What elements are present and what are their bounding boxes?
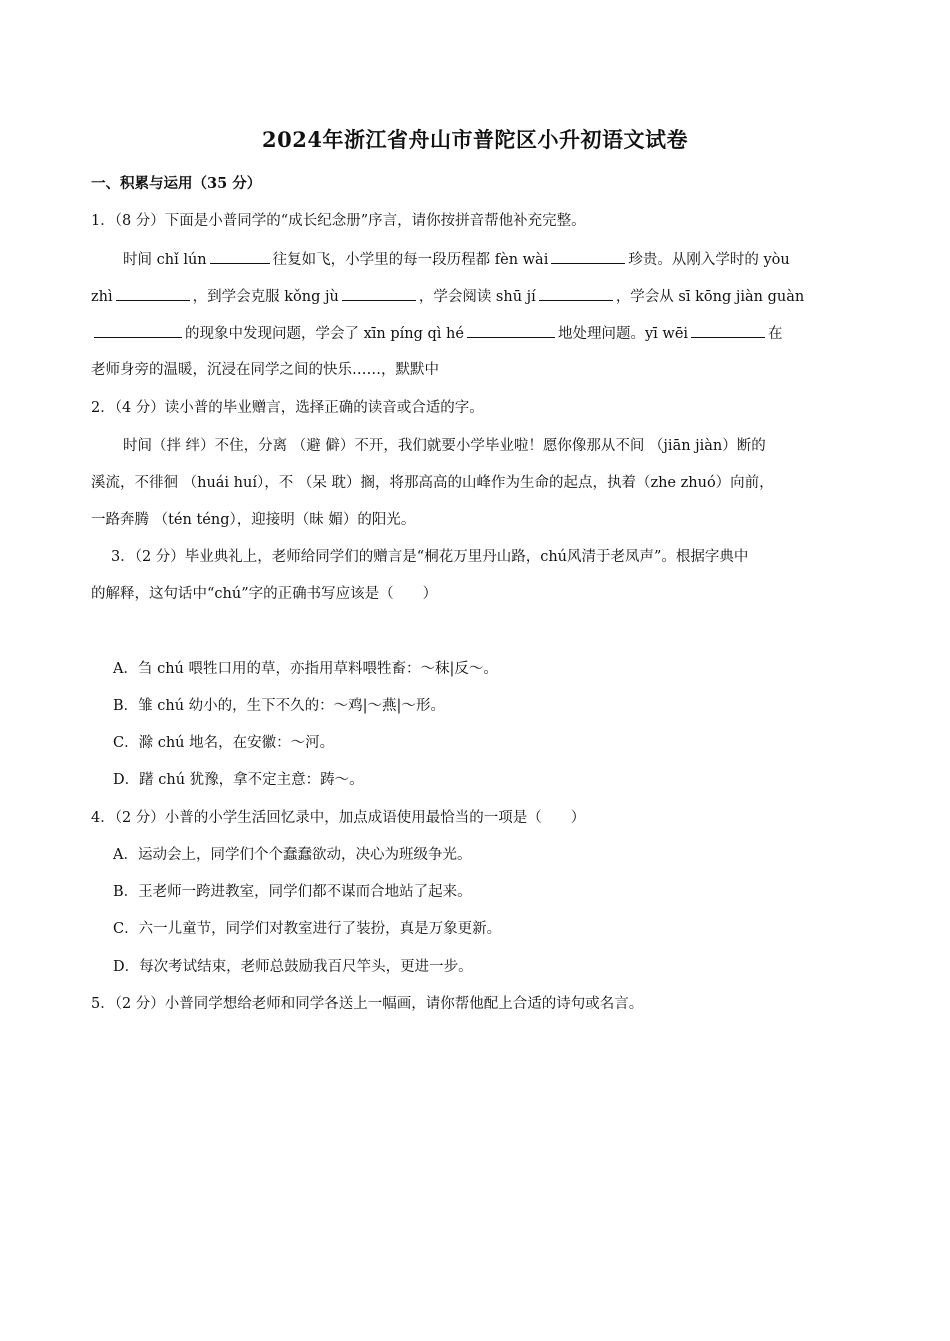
q1-text: ，学会阅读 shū jí: [418, 289, 536, 305]
answer-blank[interactable]: [539, 286, 613, 301]
answer-blank[interactable]: [551, 249, 625, 264]
q2-line-2: 溪流，不徘徊 （huái huí），不 （呆 耽）搁，将那高高的山峰作为生命的起点，执着（zhe zhuó）向前，: [91, 475, 774, 491]
q1-stem: 1．（8 分）下面是小普同学的“成长纪念册”序言，请你按拼音帮他补充完整。: [91, 213, 586, 229]
q1-text: 地处理问题。yī wēi: [557, 326, 689, 342]
q3-option-c[interactable]: C．滁 chú 地名，在安徽：～河。: [113, 735, 335, 751]
q1-line-2: [91, 286, 804, 307]
q1-text: ，学会从 sī kōng jiàn guàn: [615, 289, 805, 305]
q1-line-4: 老师身旁的温暖，沉浸在同学之间的快乐……，默默中: [91, 362, 439, 378]
q4-option-c[interactable]: C．六一儿童节，同学们对教室进行了装扮，真是万象更新。: [113, 921, 502, 937]
q2-stem: 2．（4 分）读小普的毕业赠言，选择正确的读音或合适的字。: [91, 400, 484, 416]
answer-blank[interactable]: [116, 286, 190, 301]
q1-text: 时间 chǐ lún: [123, 252, 207, 268]
q3-option-b[interactable]: B．雏 chú 幼小的，生下不久的：～鸡|～燕|～形。: [113, 698, 445, 714]
q4-option-a[interactable]: A．运动会上，同学们个个蠢蠢欲动，决心为班级争光。: [113, 847, 472, 863]
answer-blank[interactable]: [94, 323, 182, 338]
q1-text: 往复如飞，小学里的每一段历程都 fèn wài: [272, 252, 549, 268]
q1-text: zhì: [91, 289, 113, 305]
page-title: 2024年浙江省舟山市普陀区小升初语文试卷: [262, 127, 688, 152]
q1-text: 在: [768, 326, 783, 342]
q1-text: ，到学会克服 kǒng jù: [192, 289, 339, 305]
q3-option-a[interactable]: A．刍 chú 喂牲口用的草，亦指用草料喂牲畜：～秣|反～。: [113, 661, 498, 677]
q4-option-b[interactable]: B．王老师一跨进教室，同学们都不谋而合地站了起来。: [113, 884, 472, 900]
answer-blank[interactable]: [342, 286, 416, 301]
q1-text: 的现象中发现问题，学会了 xīn píng qì hé: [185, 326, 464, 342]
q2-line-1: 时间（拌 绊）不住，分离 （避 僻）不开，我们就要小学毕业啦！愿你像那从不间 （jiān jiàn）断的: [123, 438, 766, 454]
q3-option-d[interactable]: D．躇 chú 犹豫，拿不定主意：踌～。: [113, 772, 364, 788]
q2-line-3: 一路奔腾 （tén téng），迎接明（昧 媚）的阳光。: [91, 512, 416, 528]
answer-blank[interactable]: [210, 249, 270, 264]
q4-option-d[interactable]: D．每次考试结束，老师总鼓励我百尺竿头，更进一步。: [113, 959, 473, 975]
q3-stem-continued: 的解释，这句话中“chú”字的正确书写应该是（ ）: [91, 586, 438, 602]
q5-stem: 5．（2 分）小普同学想给老师和同学各送上一幅画，请你帮他配上合适的诗句或名言。: [91, 996, 644, 1012]
q4-stem: 4．（2 分）小普的小学生活回忆录中，加点成语使用最恰当的一项是（ ）: [91, 810, 586, 826]
q1-text: 珍贵。从刚入学时的 yòu: [628, 252, 790, 268]
q3-stem: 3．（2 分）毕业典礼上，老师给同学们的赠言是“桐花万里丹山路，chú风清于老凤声”。根据字典中: [111, 549, 749, 565]
q1-line-3: [91, 323, 783, 344]
answer-blank[interactable]: [691, 323, 765, 338]
q1-line-1: [123, 249, 790, 270]
answer-blank[interactable]: [467, 323, 555, 338]
section-heading: 一、积累与运用（35 分）: [91, 175, 262, 192]
